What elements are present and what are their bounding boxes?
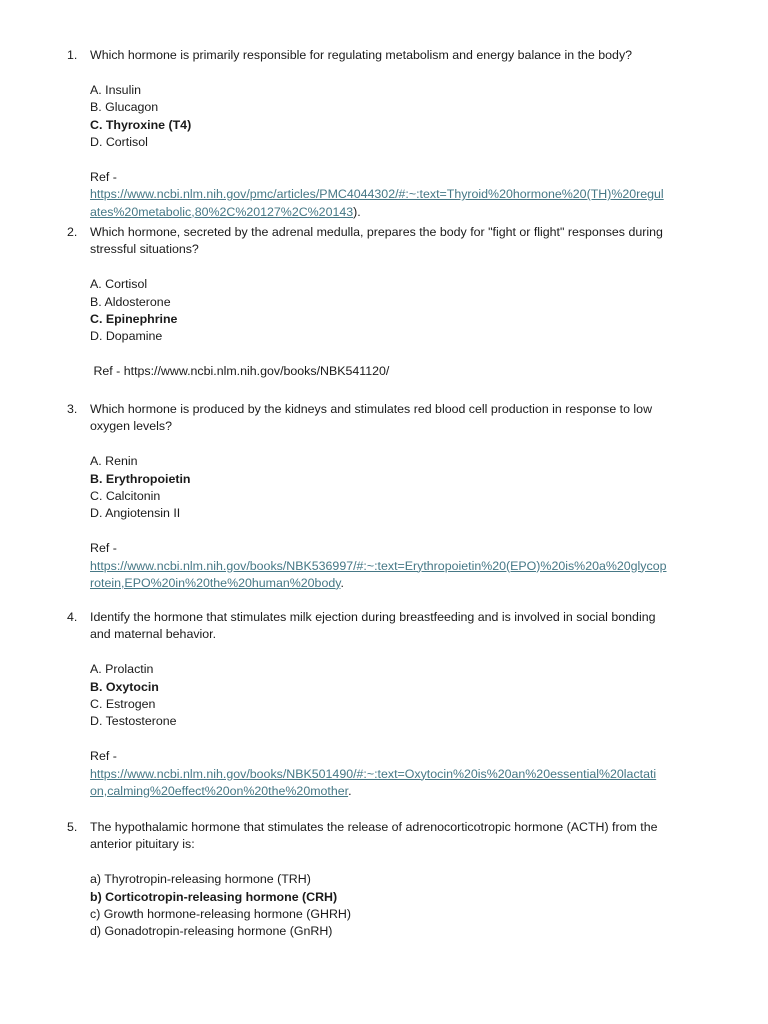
question-number: 1. (67, 48, 78, 62)
question-text: The hypothalamic hormone that stimulates the release of adrenocorticotropic hormone (ACTH) from the (90, 820, 658, 834)
question-1 (67, 47, 727, 221)
option-d: D. Angiotensin II (90, 506, 181, 521)
option-a: A. Prolactin (90, 662, 154, 677)
question-number: 5. (67, 820, 78, 834)
option-b-correct: b) Corticotropin-releasing hormone (CRH) (90, 889, 338, 904)
option-b-correct: B. Erythropoietin (90, 471, 191, 486)
ref-link[interactable]: https://www.ncbi.nlm.nih.gov/books/NBK536997/#:~:text=Erythropoietin%20(EPO)%20is%20a%20glycop (90, 558, 667, 573)
ref-suffix: ). (353, 204, 361, 219)
question-4 (67, 609, 727, 800)
question-text-continued: oxygen levels? (90, 419, 172, 434)
option-a: A. Renin (90, 454, 138, 469)
option-d: D. Testosterone (90, 714, 177, 729)
option-c: C. Calcitonin (90, 488, 161, 503)
option-d: D. Cortisol (90, 134, 148, 149)
question-text-continued: and maternal behavior. (90, 627, 217, 642)
option-b: B. Aldosterone (90, 294, 171, 309)
option-c-correct: C. Thyroxine (T4) (90, 117, 192, 132)
ref-link-continued[interactable]: on,calming%20effect%20on%20the%20mother (90, 783, 349, 798)
option-c-correct: C. Epinephrine (90, 311, 178, 326)
question-text: Which hormone, secreted by the adrenal medulla, prepares the body for "fight or flight" responses during (90, 225, 663, 239)
question-2 (67, 224, 727, 381)
ref-link[interactable]: https://www.ncbi.nlm.nih.gov/books/NBK501490/#:~:text=Oxytocin%20is%20an%20essential%20lactati (90, 766, 657, 781)
question-number: 4. (67, 610, 78, 624)
question-3 (67, 401, 727, 592)
question-number: 2. (67, 225, 78, 239)
option-a: A. Insulin (90, 82, 141, 97)
question-text: Identify the hormone that stimulates milk ejection during breastfeeding and is involved in social bonding (90, 610, 656, 624)
option-c: c) Growth hormone-releasing hormone (GHRH) (90, 906, 351, 921)
question-5 (67, 819, 727, 941)
ref-link[interactable]: https://www.ncbi.nlm.nih.gov/pmc/articles/PMC4044302/#:~:text=Thyroid%20hormone%20(TH)%20regul (90, 187, 664, 202)
question-text-continued: anterior pituitary is: (90, 837, 195, 852)
ref-label: Ref - (90, 749, 117, 764)
question-number: 3. (67, 402, 78, 416)
ref-link-continued[interactable]: rotein,EPO%20in%20the%20human%20body (90, 575, 341, 590)
ref-label: Ref - (90, 169, 117, 184)
option-a: A. Cortisol (90, 277, 148, 292)
ref-link-continued[interactable]: ates%20metabolic,80%2C%20127%2C%20143 (90, 204, 354, 219)
option-b: B. Glucagon (90, 100, 159, 115)
ref-text: Ref - https://www.ncbi.nlm.nih.gov/books/NBK541120/ (90, 364, 390, 379)
question-text: Which hormone is primarily responsible for regulating metabolism and energy balance in the body? (90, 48, 633, 62)
option-a: a) Thyrotropin-releasing hormone (TRH) (90, 872, 311, 887)
question-text: Which hormone is produced by the kidneys and stimulates red blood cell production in response to low (90, 402, 653, 416)
option-c: C. Estrogen (90, 696, 156, 711)
ref-label: Ref - (90, 541, 117, 556)
option-b-correct: B. Oxytocin (90, 679, 159, 694)
option-d: D. Dopamine (90, 329, 163, 344)
ref-suffix: . (340, 575, 344, 590)
option-d: d) Gonadotropin-releasing hormone (GnRH) (90, 924, 333, 939)
ref-suffix: . (348, 783, 352, 798)
question-text-continued: stressful situations? (90, 242, 199, 257)
